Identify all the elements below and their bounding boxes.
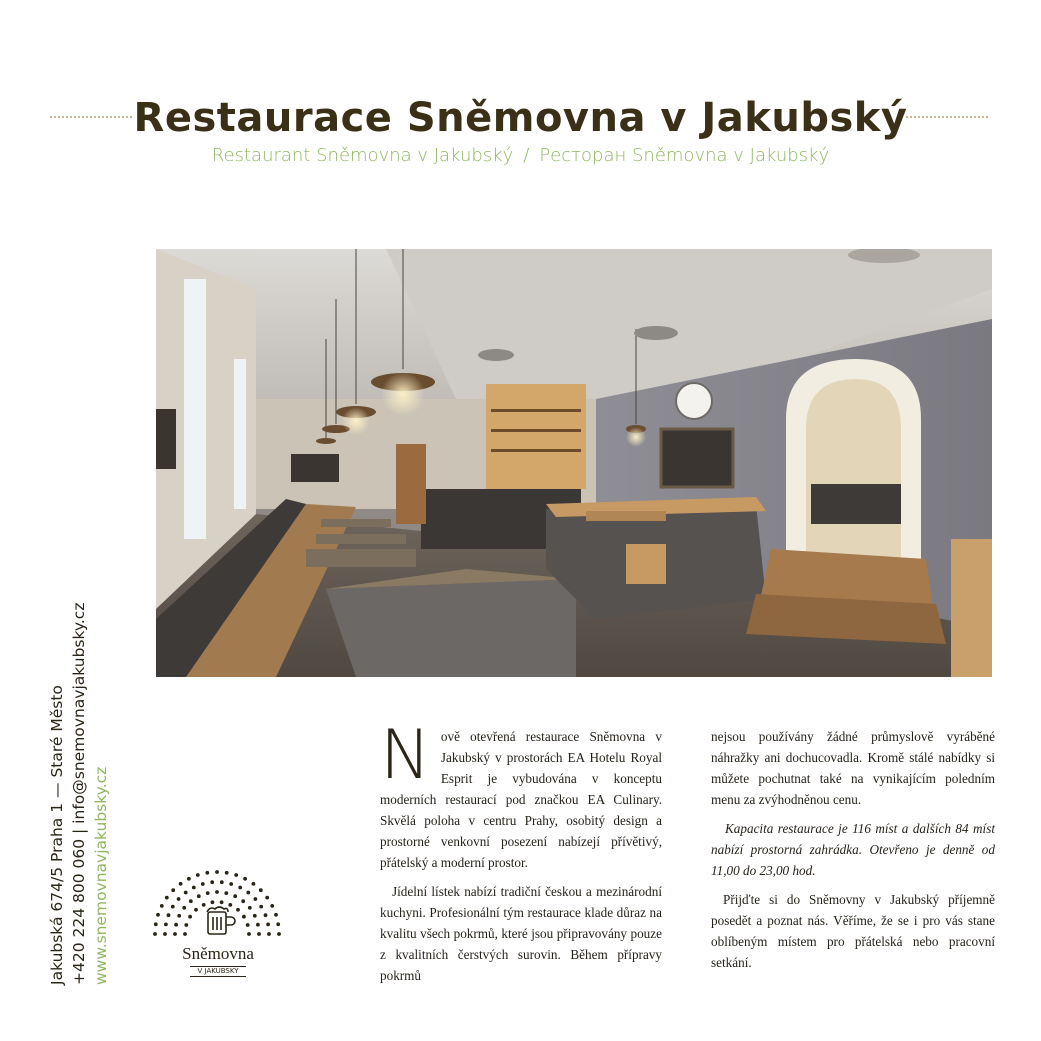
logo-dot (211, 900, 215, 904)
logo-dot (167, 913, 171, 917)
logo-dot (189, 899, 193, 903)
logo-dot (187, 877, 191, 881)
beer-mug-icon (150, 864, 290, 944)
logo-subtitle: V JAKUBSKÝ (190, 966, 246, 977)
logo-name: Sněmovna (182, 944, 254, 963)
logo-dot (276, 922, 280, 926)
logo-dot (229, 882, 233, 886)
article-paragraph-2: Jídelní lístek nabízí tradiční českou a mezinárodní kuchyni. Profesionální tým restaurace klade důraz na kvalitu všech pokrmů, které jsou připravovány pouze z kvalitních čerstvých surovin. Během přípravy pokrmů (380, 884, 662, 983)
logo-dot (256, 923, 260, 927)
logo-dot (252, 882, 256, 886)
logo-dot (233, 894, 237, 898)
logo-dot (220, 900, 224, 904)
article-column-1 (380, 716, 662, 994)
logo-dot (267, 932, 271, 936)
logo-dot (206, 891, 210, 895)
logo-dot (243, 877, 247, 881)
article-column-2 (711, 726, 995, 981)
logo-dot (270, 904, 274, 908)
logo-dot (171, 888, 175, 892)
logo-dot (265, 896, 269, 900)
article-paragraph-capacity: Kapacita restaurace je 116 míst a dalších 84 míst nabízí prostorná zahrádka. Otevřeno je denně od 11,00 do 23,00 hod. (711, 821, 995, 878)
logo-dot (196, 873, 200, 877)
logo-dot (215, 890, 219, 894)
logo-dot (188, 915, 192, 919)
logo-dot (154, 922, 158, 926)
logo-dot (242, 915, 246, 919)
logo-dot (253, 914, 257, 918)
logo-dot (246, 891, 250, 895)
website-link[interactable]: www.snemovnavjakubsky.cz (92, 766, 110, 985)
subtitle-english: Restaurant Sněmovna v Jakubský (211, 145, 514, 166)
logo-dot (259, 905, 263, 909)
article-paragraph-1 (380, 716, 662, 873)
logo-dot (156, 913, 160, 917)
subtitle-russian: Ресторан Sněmovna v Jakubský (539, 145, 830, 166)
logo-dot (173, 932, 177, 936)
logo-dot (182, 906, 186, 910)
logo-dot (164, 923, 168, 927)
logo-dot (274, 913, 278, 917)
logo-dot (277, 932, 281, 936)
logo-dot (177, 897, 181, 901)
phone-email[interactable]: +420 224 800 060 | info@snemovnavjakubsky.cz (70, 602, 88, 985)
logo-dot (246, 923, 250, 927)
page-subtitle (0, 144, 1041, 168)
page-title: Restaurace Sněmovna v Jakubský (133, 95, 908, 141)
logo-dot (259, 888, 263, 892)
logo-dot (238, 886, 242, 890)
logo-dot (215, 870, 219, 874)
logo-dot (248, 906, 252, 910)
logo-dot (254, 897, 258, 901)
logo-dot (160, 904, 164, 908)
decorative-dots-right (906, 116, 988, 118)
logo-dot (228, 903, 232, 907)
logo-dot (171, 905, 175, 909)
contact-info (46, 603, 112, 985)
logo-dot (202, 903, 206, 907)
logo-dot (266, 923, 270, 927)
article-paragraph-5: Přijďte si do Sněmovny v Jakubský příjemně posedět a poznat nás. Věříme, že se i pro vás stane oblíbeným místem pro přátelská nebo pracovní setkání. (711, 892, 995, 970)
address: Jakubská 674/5 Praha 1 — Staré Město (48, 685, 66, 985)
logo-dot (177, 914, 181, 918)
logo-dot (197, 894, 201, 898)
logo-dot (184, 891, 188, 895)
logo-dot (192, 886, 196, 890)
logo-dot (183, 932, 187, 936)
logo-dot (153, 932, 157, 936)
logo-dot (257, 932, 261, 936)
logo-dot (194, 908, 198, 912)
logo-dot (174, 923, 178, 927)
logo-dot (220, 880, 224, 884)
subtitle-separator: / (523, 145, 530, 166)
logo-dot (163, 932, 167, 936)
logo-dot (210, 880, 214, 884)
logo-dot (264, 913, 268, 917)
logo-dot (165, 896, 169, 900)
article-paragraph-3: nejsou používány žádné průmyslově vyráběné náhražky ani dochucovadla. Kromě stálé nabídky si můžete pochutnat také na vynikajícím poledním menu za zvýhodněnou cenu. (711, 729, 995, 807)
logo-dot (184, 923, 188, 927)
restaurant-interior-photo (156, 249, 992, 677)
logo-dot (234, 873, 238, 877)
restaurant-logo (150, 864, 290, 984)
logo-dot (201, 882, 205, 886)
logo-dot (241, 899, 245, 903)
logo-dot (247, 932, 251, 936)
logo-dot (225, 871, 229, 875)
logo-dot (179, 882, 183, 886)
article-paragraph-1-text: ově otevřená restaurace Sněmovna v Jakubský v prostorách EA Hotelu Royal Esprit je vybudována v konceptu moderních restaurací pod značkou EA Culinary. Skvělá poloha v centru Prahy, osobitý design a prostorné venkovní posezení nabízejí přívětivý, přátelský a moderní prostor. (380, 729, 662, 870)
logo-dot (224, 891, 228, 895)
drop-cap: N (380, 716, 431, 795)
logo-dot (236, 908, 240, 912)
logo-dot (205, 871, 209, 875)
